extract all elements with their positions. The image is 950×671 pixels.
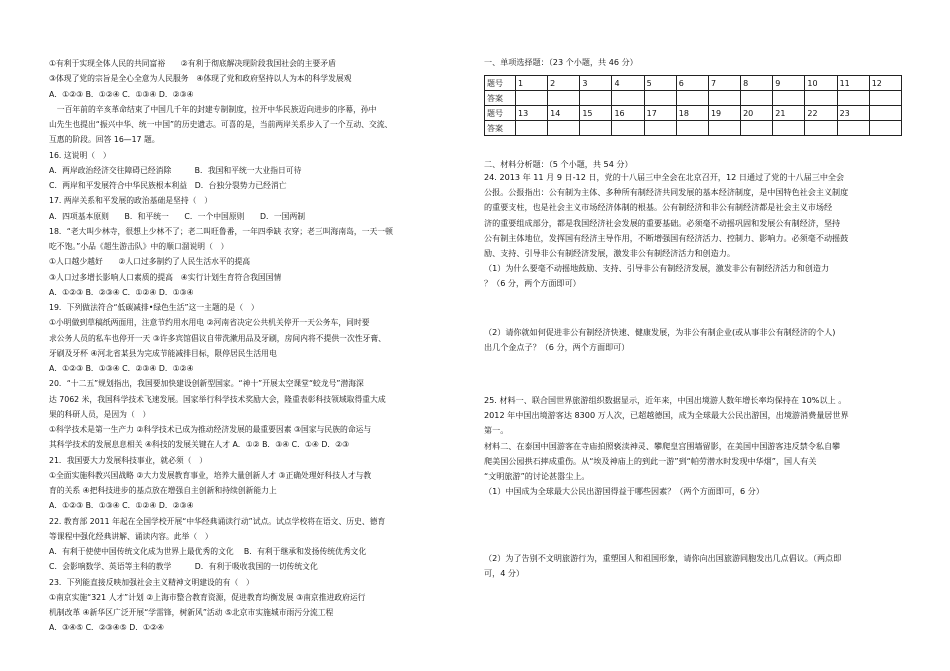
table-cell[interactable] (548, 91, 580, 106)
text-line: ③人口过多增长影响人口素质的提高 ④实行计划生育符合我国国情 (49, 272, 282, 282)
text-line: （1）为什么要毫不动摇地鼓励、支持、引导非公有制经济发展，激发非公有制经济活力和创造力 (484, 263, 830, 274)
table-cell: 12 (869, 76, 901, 91)
table-cell[interactable] (516, 91, 548, 106)
table-cell: 9 (773, 76, 805, 91)
table-row (485, 106, 902, 121)
text-line: 育的关系 ④把科技进步的基点放在增强自主创新和持续创新能力上 (49, 486, 277, 495)
text-line: A．①②③ B．②③④ C．①②④ D．①③④ (49, 287, 194, 297)
text-line: 公报。公报指出：公有制为主体、多种所有制经济共同发展的基本经济制度，是中国特色社会主义制度 (484, 187, 849, 198)
table-cell[interactable] (805, 91, 837, 106)
text-line: 济的重要组成部分，都是我国经济社会发展的重要基础。必须毫不动摇巩固和发展公有制经济，坚持 (484, 217, 841, 228)
text-line: ①小明做到草稿纸两面用，注意节约用水用电 ②河南省决定公共机关停开一天公务车，同时要 (49, 318, 370, 328)
text-line: （2）为了告别不文明旅游行为，重塑国人和祖国形象，请你向出国旅游同胞发出几点倡议。（两点即 (484, 553, 842, 563)
table-cell[interactable] (837, 121, 869, 136)
text-line: A．①②③ B．①③④ C．②③④ D．①②④ (49, 364, 194, 373)
table-cell: 5 (644, 76, 676, 91)
text-line: 材料二、在泰国中国游客在寺庙拍照亵渎神灵、攀爬皇宫围墙留影，在美国中国游客违反禁令私自攀 (484, 440, 841, 451)
row-label: 答案 (485, 121, 516, 136)
table-cell: 14 (548, 106, 580, 121)
table-cell[interactable] (741, 121, 773, 136)
table-cell[interactable] (516, 121, 548, 136)
text-line: ①全面实施科教兴国战略 ②大力发展教育事业，培养大量创新人才 ③正确处理好科技人才与教 (49, 470, 372, 480)
text-line: 牙刷及牙杯 ④河北省某县为完成节能减排目标，限停居民生活用电 (49, 348, 277, 358)
text-line: 机制改革 ④新华区广泛开展“学雷锋，树新风”活动 ⑤北京市实施城市雨污分流工程 (49, 608, 334, 617)
text-line: A．①②③ B．①③④ C．①②④ D．②③④ (49, 501, 194, 511)
text-line: 吃不饱。”小品《超生游击队》中的顺口溜说明（ ） (49, 242, 229, 251)
text-line: A．有利于使使中国传统文化成为世界上最优秀的文化 B．有利于继承和发扬传统优秀文化 (49, 547, 367, 556)
table-cell[interactable] (773, 91, 805, 106)
table-cell[interactable] (612, 91, 644, 106)
section1-title: 一、单项选择题：（23 个小题，共 46 分） (484, 57, 638, 67)
table-cell[interactable] (708, 91, 740, 106)
text-line: C．会影响数学、英语等主科的教学 D．有利于吸收我国的一切传统文化 (49, 562, 318, 572)
text-line: 第一。 (484, 425, 509, 436)
text-line: （1）中国成为全球最大公民出游国得益于哪些因素？（两个方面即可，6 分） (484, 486, 764, 497)
table-cell[interactable] (644, 121, 676, 136)
text-line: ①科学技术是第一生产力 ②科学技术已成为推动经济发展的最重要因素 ③国家与民族的命运与 (49, 425, 372, 434)
text-line: 23．下列能直接反映加强社会主义精神文明建设的有（ ） (49, 577, 254, 587)
text-line: 励、支持、引导非公有制经济发展，激发非公有制经济活力和创造力。 (484, 248, 735, 258)
text-line: ①南京实施“321 人才”计划 ②上海市整合教育资源，促进教育均衡发展 ③南京推进政府运行 (49, 592, 366, 602)
table-cell[interactable] (741, 91, 773, 106)
table-cell[interactable] (773, 121, 805, 136)
table-cell (869, 106, 901, 121)
table-cell[interactable] (548, 121, 580, 136)
table-cell: 15 (580, 106, 612, 121)
text-line: 其科学技术的发展息息相关 ④科技的发展关键在人才 A．①② B．③④ C．①④ D．②③ (49, 440, 350, 450)
text-line: 18．“老大叫少林寺，很想上少林不了；老二叫旺鲁番，一年四季缺 衣穿；老三叫海南岛，一天一顿 (49, 226, 393, 236)
text-line: 果的科研人员，是因为（ ） (49, 409, 151, 419)
text-line: 公有制主体地位，发挥国有经济主导作用，不断增强国有经济活力、控制力、影响力。必须毫不动摇鼓 (484, 232, 849, 243)
text-line: A．四项基本原则 B．和平统一 C．一个中国原则 D．一国两制 (49, 211, 306, 221)
table-cell[interactable] (644, 91, 676, 106)
text-line: 互惠的阶段。回答 16—17 题。 (49, 135, 160, 145)
table-cell: 17 (644, 106, 676, 121)
table-cell: 1 (516, 76, 548, 91)
table-cell: 13 (516, 106, 548, 121)
row-label: 题号 (485, 76, 516, 91)
table-cell[interactable] (612, 121, 644, 136)
text-line: C．两岸和平发展符合中华民族根本利益 D．台独分裂势力已经消亡 (49, 181, 287, 190)
table-cell: 19 (708, 106, 740, 121)
text-line: ？（6 分，两个方面即可） (484, 278, 581, 289)
section2-title: 二、材料分析题：（5 个小题，共 54 分） (484, 159, 633, 169)
text-line: “文明旅游”的讨论甚嚣尘上。 (484, 471, 590, 481)
text-line: A．③④⑤ C．②③④⑤ D．①②④ (49, 623, 165, 633)
table-cell[interactable] (805, 121, 837, 136)
text-line: 2012 年中国出境游客达 8300 万人次，已超越德国，成为全球最大公民出游国，出境游消费量居世界 (484, 410, 849, 421)
text-line: 一百年前的辛亥革命结束了中国几千年的封建专制制度，拉开中华民族迈向进步的序幕，孙中 (49, 104, 377, 114)
text-line: 24. 2013 年 11 月 9 日-12 日，党的十八届三中全会在北京召开，12 日通过了党的十八届三中全会 (484, 172, 845, 182)
text-line: 19．下列做法符合“低碳减排•绿色生活”这一主题的是（ ） (49, 303, 259, 312)
table-cell: 23 (837, 106, 869, 121)
text-line: 21．我国要大力发展科技事业，就必须（ ） (49, 455, 208, 465)
table-cell: 18 (676, 106, 708, 121)
text-line: A．①②③ B．①②④ C．①③④ D．②③④ (49, 89, 194, 99)
table-cell[interactable] (837, 91, 869, 106)
table-cell[interactable] (869, 121, 901, 136)
table-cell: 4 (612, 76, 644, 91)
text-line: 达 7062 米，我国科学技术飞速发展。国家举行科学技术奖励大会，隆重表彰科技领域取得重大成 (49, 394, 386, 404)
text-line: 20．“十二五”规划指出，我国要加快建设创新型国家。“神十”开展太空课堂“蛟龙号”潜海深 (49, 379, 364, 389)
answer-table (484, 75, 902, 136)
table-cell: 6 (676, 76, 708, 91)
text-line: （2）请你就如何促进非公有制经济快速、健康发展，为非公有制企业(或从事非公有制经济的个人) (484, 327, 836, 337)
table-cell: 8 (741, 76, 773, 91)
table-cell: 20 (741, 106, 773, 121)
table-row (485, 121, 902, 136)
text-line: 22. 教育部 2011 年起在全国学校开展“中华经典诵读行动”试点。试点学校将在语文、历史、德育 (49, 516, 386, 526)
text-line: ①有利于实现全体人民的共同富裕 ②有利于彻底解决现阶段我国社会的主要矛盾 (49, 59, 336, 68)
table-cell: 3 (580, 76, 612, 91)
table-cell: 2 (548, 76, 580, 91)
text-line: 山先生也提出“振兴中华、统一中国”的历史遗志。可喜的是，当前两岸关系步入了一个互动、交流、 (49, 120, 393, 129)
table-cell[interactable] (676, 91, 708, 106)
text-line: ③体现了党的宗旨是全心全意为人民服务 ④体现了党和政府坚持以人为本的科学发展观 (49, 74, 352, 84)
text-line: 16. 这说明（ ） (49, 150, 111, 160)
table-cell[interactable] (676, 121, 708, 136)
row-label: 答案 (485, 91, 516, 106)
table-cell: 10 (805, 76, 837, 91)
table-cell[interactable] (580, 121, 612, 136)
table-cell: 7 (708, 76, 740, 91)
text-line: 出几个金点子？（6 分，两个方面即可） (484, 342, 630, 353)
table-cell[interactable] (580, 91, 612, 106)
table-cell: 16 (612, 106, 644, 121)
text-line: 17. 两岸关系和平发展的政治基础是坚持（ ） (49, 196, 213, 206)
row-label: 题号 (485, 106, 516, 121)
text-line: 可，4 分） (484, 568, 525, 579)
table-row (485, 91, 902, 106)
text-line: 等课程中强化经典讲解、诵读内容。此举（ ） (49, 531, 213, 541)
text-line: A．两岸政治经济交往障碍已经消除 B．我国和平统一大业指日可待 (49, 165, 302, 175)
table-row (485, 76, 902, 91)
text-line: 爬美国公园拱石摔成重伤。从“埃及神庙上的到此一游”到“帕劳潜水时发现中华烟”，国人有关 (484, 455, 817, 466)
text-line: ①人口越少越好 ②人口过多制约了人民生活水平的提高 (49, 257, 251, 267)
table-cell: 22 (805, 106, 837, 121)
text-line: 求公务人员的私车也停开一天 ③许多宾馆倡议自带洗漱用品及牙刷，房间内将不提供一次性牙膏、 (49, 333, 386, 343)
table-cell[interactable] (869, 91, 901, 106)
table-cell: 11 (837, 76, 869, 91)
text-line: 的重要支柱，也是社会主义市场经济体制的根基。公有制经济和非公有制经济都是社会主义市场经 (484, 202, 833, 213)
table-cell: 21 (773, 106, 805, 121)
table-cell[interactable] (708, 121, 740, 136)
text-line: 25. 材料一、联合国世界旅游组织数据显示，近年来，中国出境游人数年增长率均保持在 10%以上 。 (484, 395, 847, 405)
